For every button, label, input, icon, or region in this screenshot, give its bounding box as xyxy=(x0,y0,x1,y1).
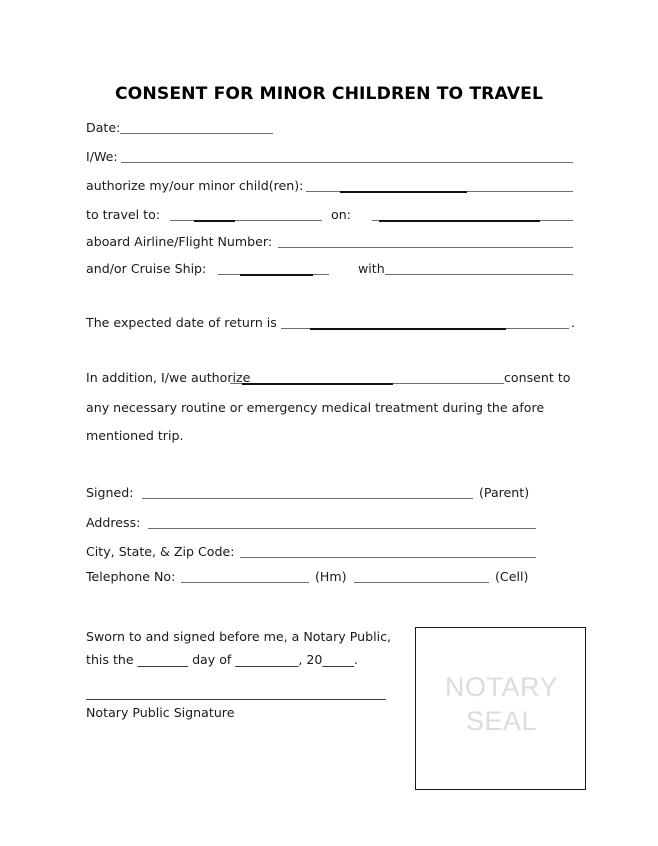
signed-blank-line[interactable] xyxy=(142,498,473,499)
medical-authorize-blank-line-overstrike[interactable] xyxy=(242,383,393,385)
medical-authorize-tail-text: consent to xyxy=(504,370,571,385)
field-row-expected-return xyxy=(86,315,277,330)
notary-date-comma: , xyxy=(298,652,303,667)
signed-parent-note: (Parent) xyxy=(479,485,530,500)
notary-date-line xyxy=(86,652,358,667)
field-row-airline xyxy=(86,234,272,249)
field-row-signed xyxy=(86,485,133,500)
notary-date-mid: day of xyxy=(192,652,232,667)
telephone-home-note: (Hm) xyxy=(315,569,347,584)
telephone-label: Telephone No: xyxy=(86,569,176,584)
notary-seal-box xyxy=(415,627,586,790)
expected-return-period: . xyxy=(571,315,576,330)
page-title: CONSENT FOR MINOR CHILDREN TO TRAVEL xyxy=(114,84,544,104)
notary-date-prefix: this the xyxy=(86,652,134,667)
expected-return-label: The expected date of return is xyxy=(86,315,277,330)
telephone-home-blank-line[interactable] xyxy=(181,582,309,583)
medical-body-line-2: any necessary routine or emergency medical treatment during the afore xyxy=(86,400,545,415)
notary-signature-caption: Notary Public Signature xyxy=(86,705,235,720)
notary-year-prefix: 20 xyxy=(306,652,323,667)
medical-authorize-label: In addition, I/we authorize xyxy=(86,370,251,385)
field-row-city-state-zip xyxy=(86,544,234,559)
notary-day-blank[interactable]: ________ xyxy=(137,652,189,667)
field-row-on-date xyxy=(331,207,351,222)
field-row-iwe xyxy=(86,149,118,164)
notary-seal-line-2: SEAL xyxy=(465,706,538,736)
field-row-authorize-children xyxy=(86,178,303,193)
city-state-zip-blank-line[interactable] xyxy=(240,557,536,558)
with-blank-line[interactable] xyxy=(385,274,573,275)
city-state-zip-label: City, State, & Zip Code: xyxy=(86,544,235,559)
notary-signature-blank-line[interactable] xyxy=(86,699,386,700)
travel-to-label: to travel to: xyxy=(86,207,161,222)
iwe-blank-line[interactable] xyxy=(121,162,573,163)
address-label: Address: xyxy=(86,515,141,530)
iwe-label: I/We: xyxy=(86,149,118,164)
date-blank-line[interactable] xyxy=(120,133,273,134)
with-label: with xyxy=(358,261,385,276)
airline-blank-line[interactable] xyxy=(278,247,573,248)
expected-return-terminator xyxy=(571,315,575,330)
on-label: on: xyxy=(331,207,351,222)
field-row-cruise-ship xyxy=(86,261,206,276)
notary-month-blank[interactable]: __________ xyxy=(235,652,299,667)
authorize-children-blank-line-overstrike[interactable] xyxy=(340,191,467,193)
address-blank-line[interactable] xyxy=(148,528,536,529)
medical-body-line-3: mentioned trip. xyxy=(86,428,184,443)
signed-label: Signed: xyxy=(86,485,134,500)
on-date-blank-line-overstrike[interactable] xyxy=(379,220,540,222)
medical-authorize-tail xyxy=(504,370,571,385)
cruise-ship-blank-line-overstrike[interactable] xyxy=(240,274,313,276)
notary-date-period: . xyxy=(353,652,358,667)
expected-return-blank-line-overstrike[interactable] xyxy=(310,328,506,330)
date-label: Date: xyxy=(86,120,121,135)
field-row-travel-to xyxy=(86,207,160,222)
field-row-telephone xyxy=(86,569,175,584)
telephone-cell-blank-line[interactable] xyxy=(354,582,489,583)
telephone-cell-note: (Cell) xyxy=(495,569,529,584)
airline-label: aboard Airline/Flight Number: xyxy=(86,234,273,249)
travel-to-blank-line[interactable] xyxy=(170,220,322,221)
notary-sworn-line: Sworn to and signed before me, a Notary Public, xyxy=(86,629,392,644)
field-row-with xyxy=(358,261,385,276)
notary-year-blank[interactable]: _____ xyxy=(322,652,354,667)
field-row-medical-authorize xyxy=(86,370,250,385)
notary-seal-placeholder-text xyxy=(416,670,587,738)
field-row-date xyxy=(86,120,120,135)
field-row-address xyxy=(86,515,140,530)
travel-to-blank-line-overstrike[interactable] xyxy=(194,220,235,222)
authorize-children-label: authorize my/our minor child(ren): xyxy=(86,178,304,193)
cruise-ship-label: and/or Cruise Ship: xyxy=(86,261,207,276)
notary-seal-line-1: NOTARY xyxy=(444,672,559,702)
